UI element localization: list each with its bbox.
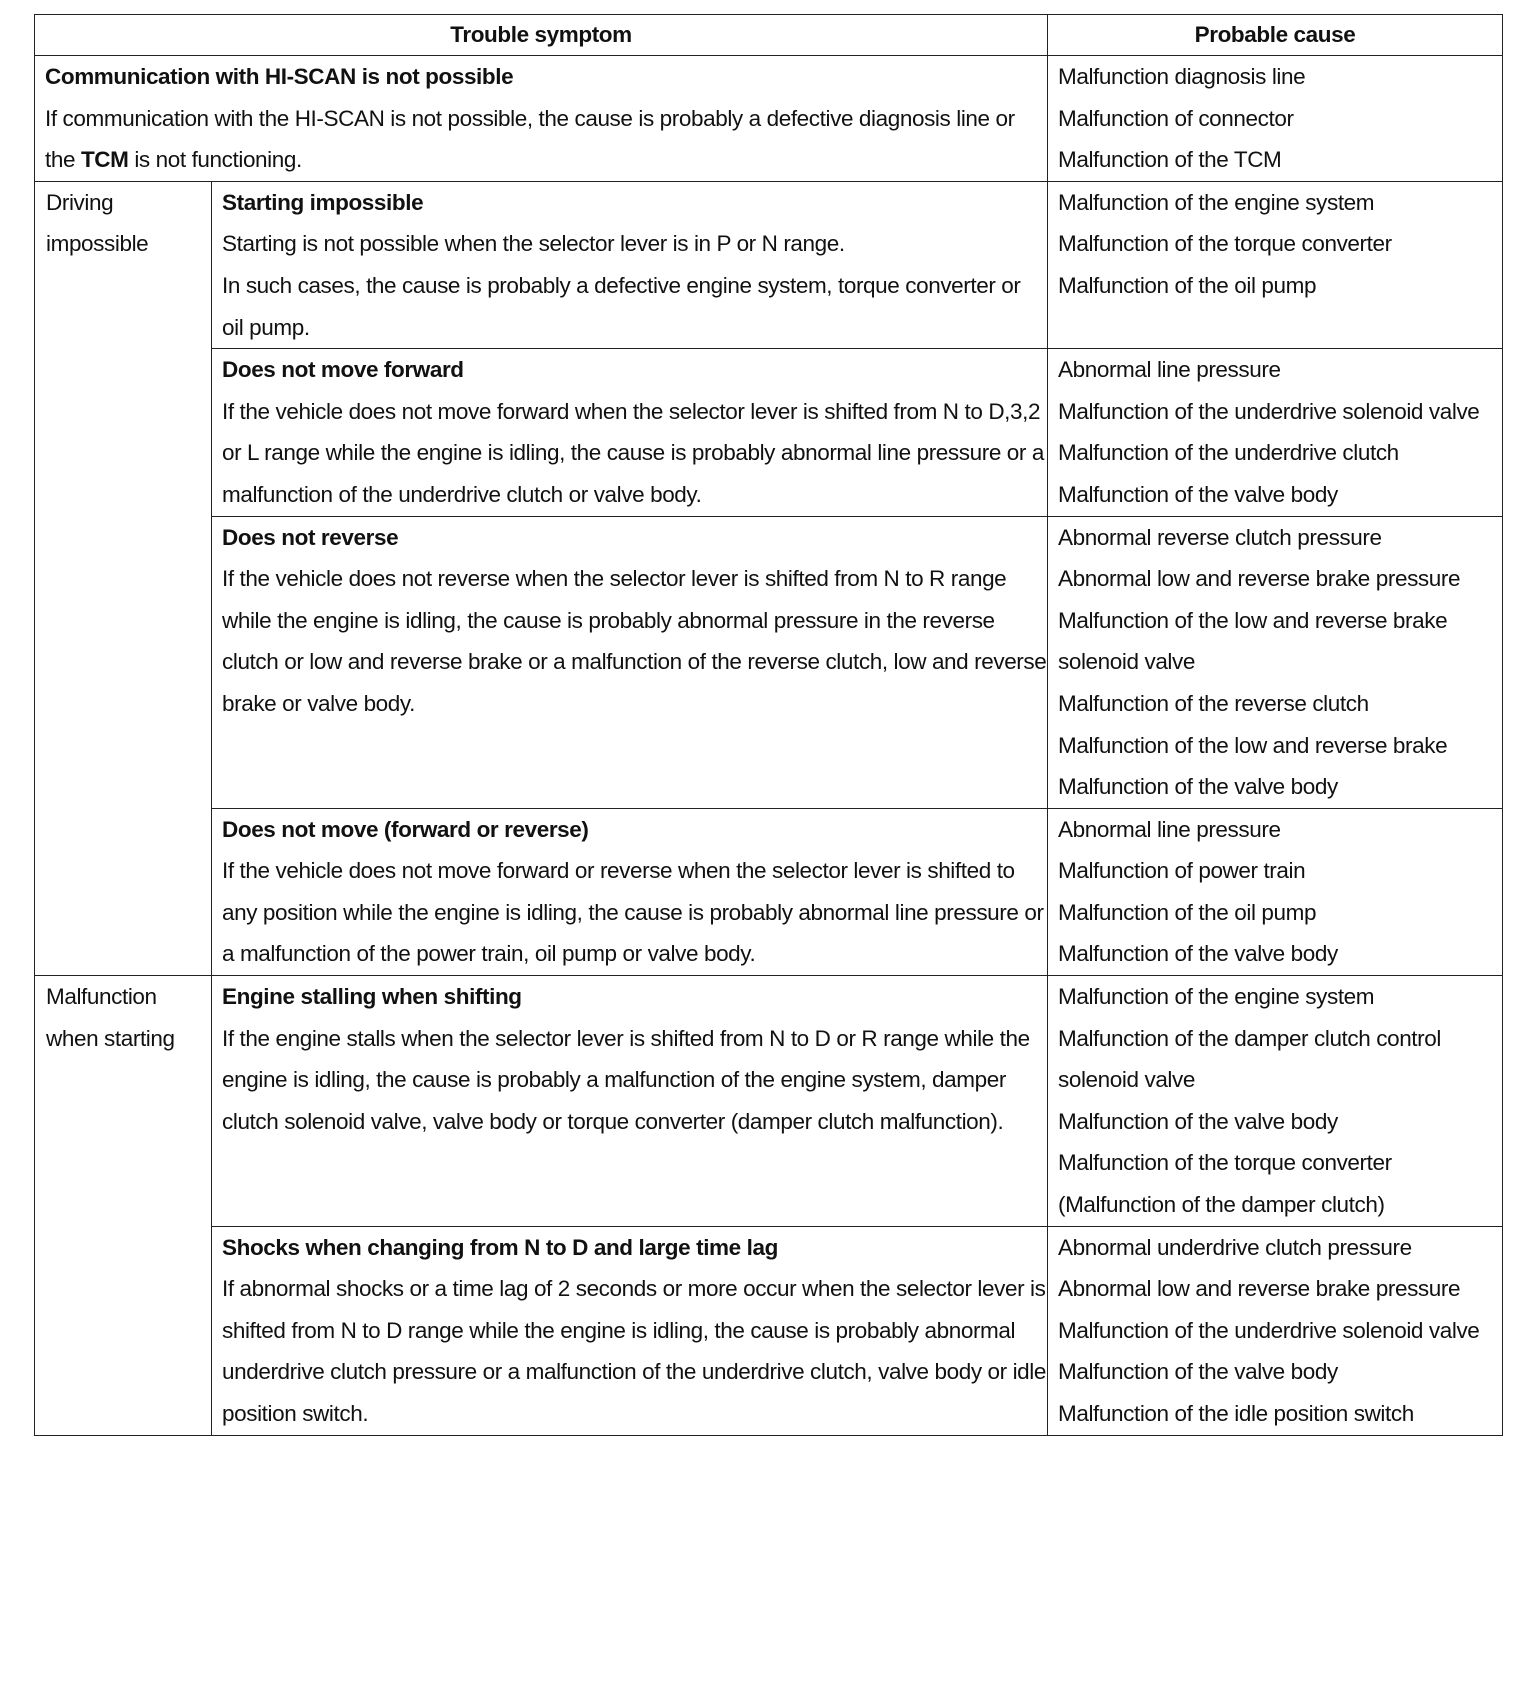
trouble-symptom-table	[34, 14, 1503, 1436]
cause-cell	[1048, 181, 1503, 348]
symptom-description: If the vehicle does not move forward or reverse when the selector lever is shifted to any position while the engine is idling, the cause is probably abnormal line pressure or a malfunction of the power train, oil pump or valve body.	[222, 858, 1044, 967]
symptom-description: Starting is not possible when the selector lever is in P or N range. In such cases, the cause is probably a defective engine system, torque converter or oil pump.	[222, 231, 1021, 340]
symptom-title: Does not reverse	[222, 524, 399, 550]
cause-item: Malfunction of the idle position switch	[1058, 1401, 1414, 1426]
symptom-title: Does not move (forward or reverse)	[222, 816, 589, 842]
symptom-cell	[212, 516, 1048, 808]
cause-item: Malfunction of the torque converter	[1058, 231, 1392, 257]
cause-item: Malfunction of the reverse clutch	[1058, 690, 1369, 716]
cause-item: Abnormal reverse clutch pressure	[1058, 524, 1382, 550]
header-probable-cause: Probable cause	[1048, 15, 1503, 56]
table-body	[35, 56, 1503, 1436]
cause-item: Malfunction of the valve body	[1058, 481, 1338, 507]
cause-item: Malfunction of the engine system	[1058, 984, 1375, 1010]
cause-item: Malfunction of the engine system	[1058, 189, 1375, 215]
cause-item: Malfunction of the low and reverse brake	[1058, 732, 1448, 758]
category-cell: Driving impossible	[35, 181, 212, 975]
cause-item: Malfunction of the valve body	[1058, 774, 1338, 800]
cause-cell	[1048, 349, 1503, 516]
symptom-description: If the vehicle does not move forward when the selector lever is shifted from N to D,3,2 or L range while the engine is idling, the cause is probably abnormal line pressure or a malfunction of the underdrive clutch or valve body.	[222, 398, 1044, 507]
cause-cell	[1048, 1226, 1503, 1435]
table-row	[35, 349, 1503, 516]
symptom-title: Engine stalling when shifting	[222, 984, 522, 1010]
cause-cell	[1048, 976, 1503, 1227]
symptom-description: If the engine stalls when the selector lever is shifted from N to D or R range while the engine is idling, the cause is probably a malfunction of the engine system, damper clutch solenoid valve, valve body or torque converter (damper clutch malfunction).	[222, 1025, 1030, 1134]
cause-item: Malfunction of the valve body	[1058, 1359, 1338, 1385]
comm-symptom-cell	[35, 56, 1048, 182]
cause-item: Malfunction of the oil pump	[1058, 272, 1317, 298]
desc-text: If communication with the HI-SCAN is not possible, the cause is probably a defective diagnosis line or the	[45, 105, 1015, 173]
cause-item: Abnormal line pressure	[1058, 357, 1281, 383]
desc-text: is not functioning.	[128, 147, 302, 173]
table-row	[35, 181, 1503, 348]
symptom-description: If the vehicle does not reverse when the selector lever is shifted from N to R range while the engine is idling, the cause is probably abnormal pressure in the reverse clutch or low and reverse brake or a malfunction of the reverse clutch, low and reverse brake or valve body.	[222, 566, 1047, 716]
cause-item: Abnormal low and reverse brake pressure	[1058, 566, 1461, 592]
cause-item: Malfunction of the torque converter (Malfunction of the damper clutch)	[1058, 1150, 1392, 1218]
cause-item: Malfunction of the low and reverse brake solenoid valve	[1058, 607, 1448, 675]
symptom-title: Shocks when changing from N to D and large time lag	[222, 1234, 778, 1260]
cause-cell	[1048, 808, 1503, 975]
symptom-cell	[212, 349, 1048, 516]
cause-item: Malfunction of connector	[1058, 105, 1294, 131]
cause-cell	[1048, 56, 1503, 182]
symptom-description	[45, 98, 1047, 181]
cause-item: Abnormal underdrive clutch pressure	[1058, 1234, 1412, 1260]
header-row	[35, 15, 1503, 56]
cause-item: Malfunction of power train	[1058, 858, 1306, 884]
table-row	[35, 1226, 1503, 1435]
category-cell: Malfunction when starting	[35, 976, 212, 1436]
cause-item: Abnormal low and reverse brake pressure	[1058, 1276, 1461, 1302]
cause-item: Malfunction of the valve body	[1058, 941, 1338, 967]
cause-item: Malfunction of the valve body	[1058, 1108, 1338, 1134]
symptom-title: Starting impossible	[222, 189, 424, 215]
symptom-title: Communication with HI-SCAN is not possible	[45, 64, 514, 89]
cause-item: Malfunction of the underdrive solenoid valve	[1058, 1317, 1480, 1343]
symptom-cell	[212, 976, 1048, 1227]
symptom-description: If abnormal shocks or a time lag of 2 seconds or more occur when the selector lever is shifted from N to D range while the engine is idling, the cause is probably abnormal underdrive clutch pressure or a malfunction of the underdrive clutch, valve body or idle position switch.	[222, 1276, 1047, 1426]
cause-item: Malfunction of the TCM	[1058, 147, 1282, 173]
cause-cell	[1048, 516, 1503, 808]
desc-bold-text: TCM	[80, 147, 129, 173]
symptom-cell	[212, 808, 1048, 975]
symptom-cell	[212, 1226, 1048, 1435]
symptom-title: Does not move forward	[222, 357, 464, 383]
cause-item: Malfunction of the underdrive solenoid valve	[1058, 398, 1480, 424]
cause-item: Malfunction of the damper clutch control solenoid valve	[1058, 1025, 1441, 1093]
cause-item: Malfunction of the underdrive clutch	[1058, 440, 1399, 466]
table-row	[35, 56, 1503, 182]
table-row	[35, 976, 1503, 1227]
table-row	[35, 516, 1503, 808]
symptom-cell	[212, 181, 1048, 348]
cause-item: Malfunction of the oil pump	[1058, 899, 1317, 925]
cause-item: Abnormal line pressure	[1058, 816, 1281, 842]
header-trouble-symptom: Trouble symptom	[35, 15, 1048, 56]
cause-item: Malfunction diagnosis line	[1058, 64, 1306, 89]
table-row	[35, 808, 1503, 975]
